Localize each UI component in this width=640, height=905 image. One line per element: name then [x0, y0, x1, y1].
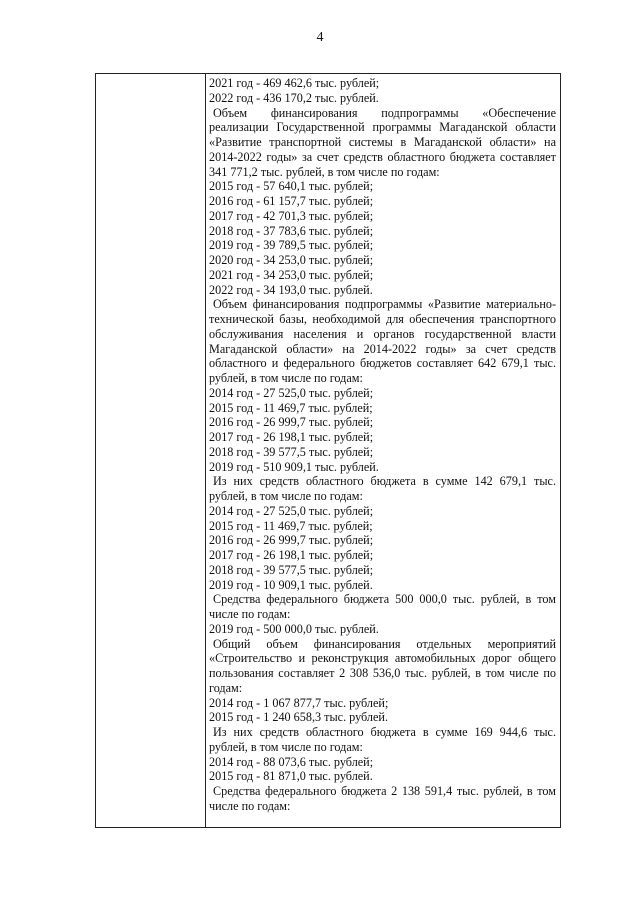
funding-year-line: 2019 год - 10 909,1 тыс. рублей.: [209, 577, 373, 592]
funding-year-line: 2021 год - 34 253,0 тыс. рублей;: [209, 267, 374, 282]
funding-year-line: 2015 год - 81 871,0 тыс. рублей.: [209, 769, 373, 784]
funding-paragraph: Общий объем финансирования отдельных мероприятий «Строительство и реконструкция автомобильных дорог общего пользования составляет 2 308 536,0 тыс. рублей, в том числе по годам:: [209, 636, 556, 695]
funding-year-line: 2018 год - 39 577,5 тыс. рублей;: [209, 562, 374, 577]
funding-year-line: 2016 год - 26 999,7 тыс. рублей;: [209, 415, 374, 430]
passport-table: [95, 73, 561, 828]
funding-year-line: 2021 год - 469 462,6 тыс. рублей;: [209, 76, 380, 90]
funding-year-line: 2015 год - 11 469,7 тыс. рублей;: [209, 400, 373, 415]
funding-year-line: 2014 год - 27 525,0 тыс. рублей;: [209, 503, 374, 518]
funding-year-line: 2015 год - 11 469,7 тыс. рублей;: [209, 518, 373, 533]
funding-year-line: 2016 год - 26 999,7 тыс. рублей;: [209, 533, 374, 548]
funding-year-line: 2017 год - 42 701,3 тыс. рублей;: [209, 208, 374, 223]
funding-year-line: 2018 год - 39 577,5 тыс. рублей;: [209, 444, 374, 459]
funding-paragraph: Из них средств областного бюджета в сумме 169 944,6 тыс. рублей, в том числе по годам:: [209, 725, 556, 754]
funding-year-line: 2015 год - 1 240 658,3 тыс. рублей.: [209, 710, 388, 725]
table-label-column: [96, 74, 206, 827]
funding-year-line: 2022 год - 436 170,2 тыс. рублей.: [209, 90, 379, 105]
funding-year-line: 2016 год - 61 157,7 тыс. рублей;: [209, 194, 374, 208]
funding-paragraph: Средства федерального бюджета 2 138 591,4 тыс. рублей, в том числе по годам:: [209, 784, 556, 813]
funding-year-line: 2018 год - 37 783,6 тыс. рублей;: [209, 223, 374, 238]
funding-year-line: 2020 год - 34 253,0 тыс. рублей;: [209, 253, 374, 267]
table-content-column: [209, 76, 556, 814]
funding-year-line: 2022 год - 34 193,0 тыс. рублей.: [209, 282, 373, 297]
funding-year-line: 2019 год - 510 909,1 тыс. рублей.: [209, 459, 379, 474]
page-number: 4: [316, 30, 324, 45]
funding-year-line: 2014 год - 88 073,6 тыс. рублей;: [209, 754, 374, 769]
funding-year-line: 2017 год - 26 198,1 тыс. рублей;: [209, 548, 374, 562]
funding-paragraph: Объем финансирования подпрограммы «Развитие материально-технической базы, необходимой для обеспечения транспортного обслуживания населения и органов государственной власти Магаданской области» на 2014-2022 годы» за счет средств областного и федерального бюджетов составляет 642 679,1 тыс. рублей, в том числе по годам:: [209, 297, 556, 385]
funding-paragraph: Объем финансирования подпрограммы «Обеспечение реализации Государственной программы Магаданской области «Развитие транспортной системы в Магаданской области» на 2014-2022 годы» за счет средств областного бюджета составляет 341 771,2 тыс. рублей, в том числе по годам:: [209, 105, 556, 179]
funding-year-line: 2015 год - 57 640,1 тыс. рублей;: [209, 179, 374, 194]
funding-year-line: 2019 год - 500 000,0 тыс. рублей.: [209, 621, 379, 636]
funding-year-line: 2014 год - 27 525,0 тыс. рублей;: [209, 385, 374, 400]
funding-paragraph: Из них средств областного бюджета в сумме 142 679,1 тыс. рублей, в том числе по годам:: [209, 474, 556, 503]
funding-paragraph: Средства федерального бюджета 500 000,0 тыс. рублей, в том числе по годам:: [209, 592, 556, 621]
funding-year-line: 2017 год - 26 198,1 тыс. рублей;: [209, 430, 374, 444]
funding-year-line: 2014 год - 1 067 877,7 тыс. рублей;: [209, 695, 389, 710]
funding-year-line: 2019 год - 39 789,5 тыс. рублей;: [209, 238, 374, 253]
